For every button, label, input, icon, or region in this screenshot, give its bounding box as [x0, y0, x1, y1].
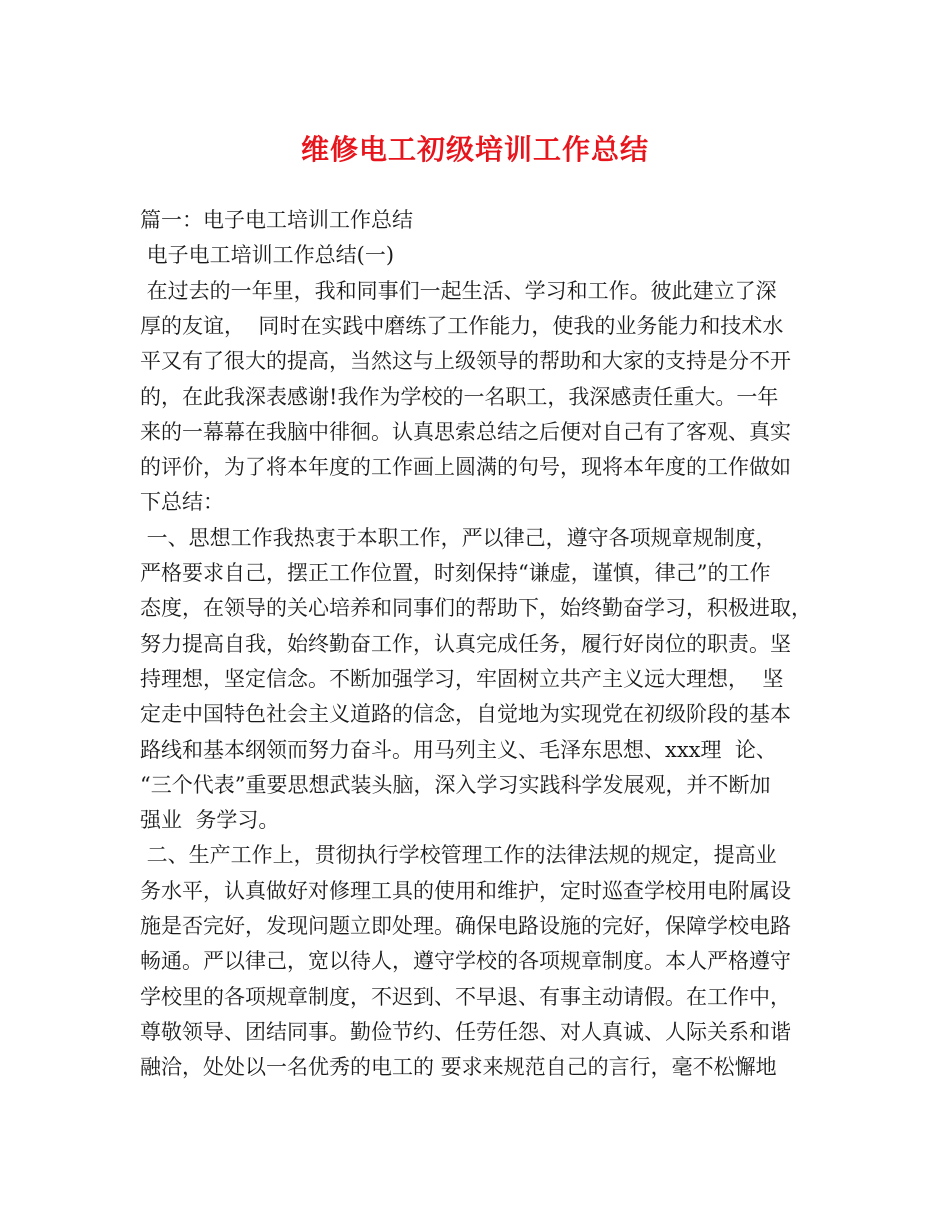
text-line: 态度，在领导的关心培养和同事们的帮助下，始终勤奋学习，积极进取，: [140, 596, 812, 621]
text-line: 畅通。严以律己，宽以待人，遵守学校的各项规章制度。本人严格遵守: [140, 949, 791, 974]
text-line: 厚的友谊， 同时在实践中磨练了工作能力，使我的业务能力和技术水: [140, 313, 784, 338]
text-line: 的，在此我深表感谢!我作为学校的一名职工，我深感责任重大。一年: [140, 384, 779, 409]
text-line: 努力提高自我，始终勤奋工作，认真完成任务，履行好岗位的职责。坚: [140, 631, 791, 656]
text-line: 的评价，为了将本年度的工作画上圆满的句号，现将本年度的工作做如: [140, 455, 791, 480]
text-line: 在过去的一年里，我和同事们一起生活、学习和工作。彼此建立了深: [140, 278, 777, 303]
text-line: “三个代表”重要思想武装头脑，深入学习实践科学发展观，并不断加: [140, 772, 771, 797]
text-line: 平又有了很大的提高，当然这与上级领导的帮助和大家的支持是分不开: [140, 349, 791, 374]
text-line: 融洽，处处以一名优秀的电工的 要求来规范自己的言行，毫不松懈地: [140, 1055, 777, 1080]
text-line: 路线和基本纲领而努力奋斗。用马列主义、毛泽东思想、xxx理 论、: [140, 737, 777, 762]
text-line: 学校里的各项规章制度，不迟到、不早退、有事主动请假。在工作中，: [140, 984, 791, 1009]
text-line: 持理想，坚定信念。不断加强学习，牢固树立共产主义远大理想， 坚: [140, 666, 784, 691]
text-line: 定走中国特色社会主义道路的信念，自觉地为实现党在初级阶段的基本: [140, 702, 791, 727]
text-line: 来的一幕幕在我脑中徘徊。认真思索总结之后便对自己有了客观、真实: [140, 419, 791, 444]
text-line: 下总结：: [140, 490, 224, 515]
text-line: 强业 务学习。: [140, 808, 280, 833]
text-line: 二、生产工作上，贯彻执行学校管理工作的法律法规的规定，提高业: [140, 843, 777, 868]
text-line: 篇一：电子电工培训工作总结: [140, 208, 413, 232]
text-line: 严格要求自己，摆正工作位置，时刻保持“谦虚，谨慎，律己”的工作: [140, 561, 771, 585]
text-line: 施是否完好，发现问题立即处理。确保电路设施的完好，保障学校电路: [140, 914, 791, 938]
text-line: 尊敬领导、团结同事。勤俭节约、任劳任怨、对人真诚、人际关系和谐: [140, 1019, 791, 1044]
text-line: 电子电工培训工作总结(一): [140, 243, 395, 268]
document-title: 维修电工初级培训工作总结: [300, 133, 649, 166]
text-line: 务水平，认真做好对修理工具的使用和维护，定时巡查学校用电附属设: [140, 878, 791, 903]
text-line: 一、思想工作我热衷于本职工作，严以律己，遵守各项规章规制度，: [140, 525, 777, 550]
